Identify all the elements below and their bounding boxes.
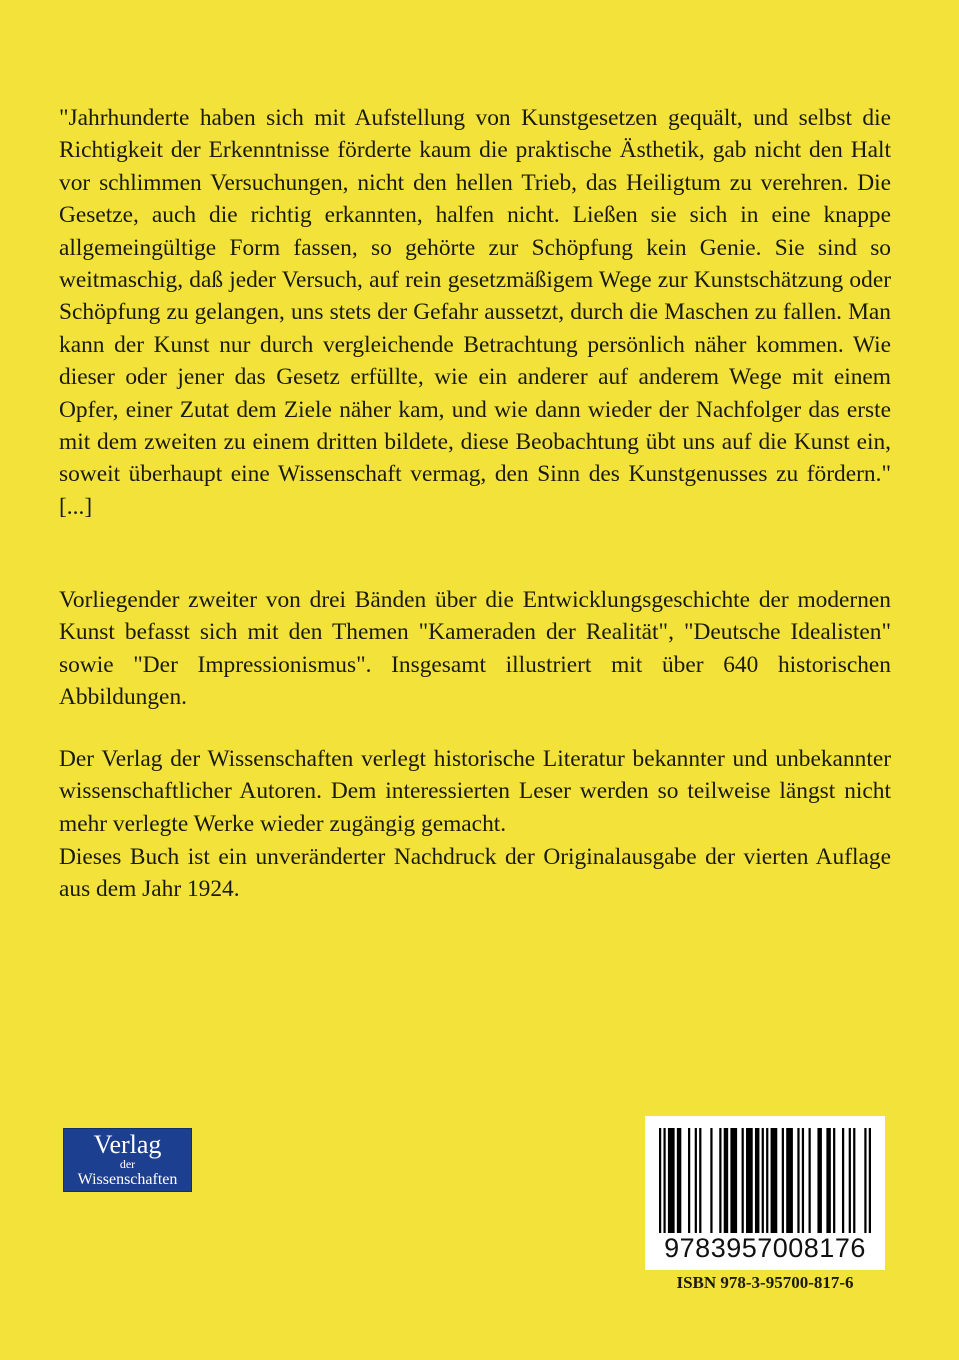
barcode-bar <box>659 1128 661 1233</box>
barcode-bar <box>864 1128 866 1233</box>
barcode-bar <box>766 1128 768 1233</box>
barcode <box>645 1116 885 1270</box>
barcode-bar <box>853 1128 855 1233</box>
logo-line-verlag: Verlag <box>93 1130 162 1159</box>
barcode-bar <box>710 1128 712 1233</box>
barcode-bar <box>677 1128 681 1233</box>
barcode-bar <box>742 1128 744 1233</box>
barcode-digits: 9783957008176 <box>664 1233 866 1263</box>
publisher-logo <box>63 1128 192 1192</box>
barcode-bar <box>869 1128 871 1233</box>
isbn-label: ISBN 978-3-95700-817-6 <box>676 1273 854 1292</box>
barcode-bar <box>755 1128 759 1233</box>
barcode-bar <box>730 1128 737 1233</box>
barcode-bar <box>826 1128 830 1233</box>
barcode-bar <box>695 1128 697 1233</box>
barcode-bar <box>719 1128 721 1233</box>
barcode-bar <box>782 1128 784 1233</box>
barcode-bar <box>797 1128 799 1233</box>
barcode-bars <box>659 1128 871 1233</box>
barcode-bar <box>786 1128 793 1233</box>
barcode-bar <box>817 1128 821 1233</box>
barcode-bar <box>802 1128 804 1233</box>
barcode-bar <box>809 1128 811 1233</box>
barcode-bar <box>663 1128 665 1233</box>
barcode-bar <box>688 1128 690 1233</box>
barcode-bar <box>833 1128 835 1233</box>
logo-line-wissenschaften: Wissenschaften <box>77 1171 178 1188</box>
barcode-bar <box>842 1128 844 1233</box>
barcode-bar <box>668 1128 675 1233</box>
barcode-bar <box>724 1128 728 1233</box>
barcode-bar <box>771 1128 778 1233</box>
logo-line-der: der <box>119 1157 136 1171</box>
quote-paragraph: "Jahrhunderte haben sich mit Aufstellung von Kunstgesetzen gequält, und selbst die Richtigkeit der Erkenntnisse förderte kaum die praktische Ästhetik, gab nicht den Halt vor schlimmen Versuchungen, nicht den hellen Trieb, das Heiligtum zu verehren. Die Gesetze, auch die richtig erkannten, halfen nicht. Ließen sie sich in eine knappe allgemeingültige Form fassen, so gehörte zur Schöpfung kein Genie. Sie sind so weitmaschig, daß jeder Versuch, auf rein gesetzmäßigem Wege zur Kunstschätzung oder Schöpfung zu gelangen, uns stets der Gefahr aussetzt, durch die Maschen zu fallen. Man kann der Kunst nur durch vergleichende Betrachtung persönlich näher kommen. Wie dieser oder jener das Gesetz erfüllte, wie ein anderer auf anderem Wege mit einem Opfer, einer Zutat dem Ziele näher kam, und wie dann wieder der Nachfolger das erste mit dem zweiten zu einem dritten bildete, diese Beobachtung übt uns auf die Kunst ein, soweit überhaupt eine Wissenschaft vermag, den Sinn des Kunstgenusses zu fördern." [...] <box>59 105 891 520</box>
barcode-bar <box>746 1128 753 1233</box>
book-description-paragraph: Vorliegender zweiter von drei Bänden über die Entwicklungsgeschichte der modernen Kunst befasst sich mit den Themen "Kameraden der Realität", "Deutsche Idealisten" sowie "Der Impressionismus". Insgesamt illustriert mit über 640 historischen Abbildungen. <box>59 587 891 711</box>
barcode-bar <box>699 1128 701 1233</box>
barcode-bar <box>849 1128 851 1233</box>
barcode-bar <box>762 1128 764 1233</box>
reprint-note-paragraph: Dieses Buch ist ein unveränderter Nachdruck der Originalausgabe der vierten Auflage aus dem Jahr 1924. <box>59 844 891 903</box>
publisher-note-paragraph: Der Verlag der Wissenschaften verlegt historische Literatur bekannter und unbekannter wissenschaftlicher Autoren. Dem interessierten Leser werden so teilweise längst nicht mehr verlegte Werke wieder zugängig gemacht. <box>59 746 891 837</box>
